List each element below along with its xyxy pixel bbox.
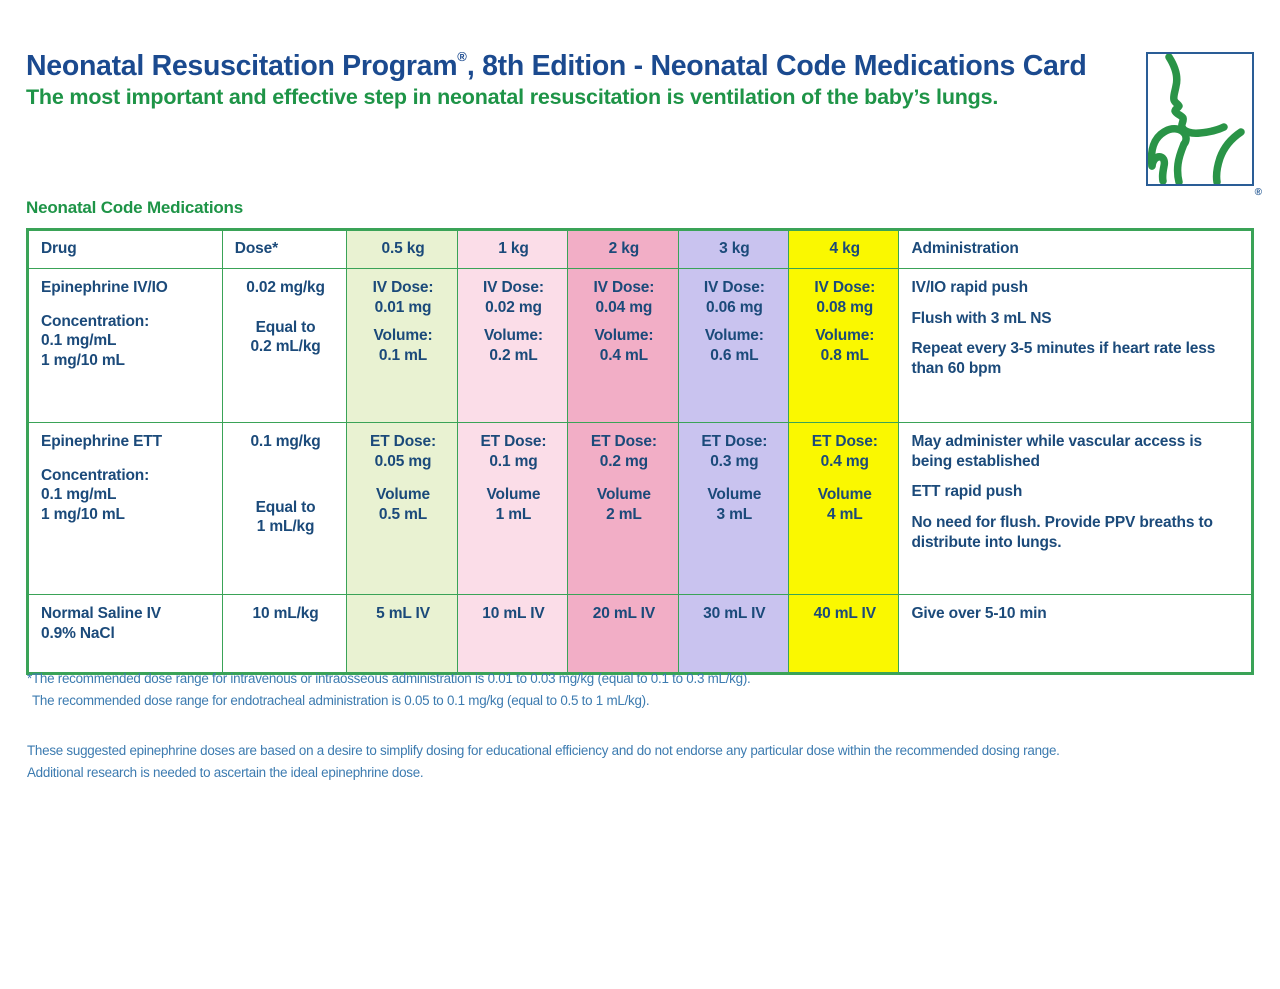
nrp-logo bbox=[1146, 52, 1262, 198]
cell-administration bbox=[899, 422, 1252, 594]
footnote-line-3: These suggested epinephrine doses are based on a desire to simplify dosing for educational efficiency and do not endorse any particular dose within the recommended dosing range. bbox=[27, 743, 1060, 758]
col-header-2kg: 2 kg bbox=[568, 231, 678, 269]
col-header-drug: Drug bbox=[29, 231, 223, 269]
dose-label: IV Dose: bbox=[593, 278, 655, 296]
dose-label: ET Dose: bbox=[590, 432, 657, 450]
cell-weight-0-5kg: 5 mL IV bbox=[347, 594, 457, 672]
page-subtitle: The most important and effective step in neonatal resuscitation is ventilation of the baby’s lungs. bbox=[26, 84, 999, 109]
drug-concentration-2: 1 mg/10 mL bbox=[41, 352, 125, 370]
cell-administration bbox=[899, 594, 1252, 672]
dose-label: IV Dose: bbox=[814, 278, 876, 296]
dose-amount: 0.06 mg bbox=[705, 298, 763, 316]
dose-label: ET Dose: bbox=[370, 432, 436, 450]
volume-amount: 0.2 mL bbox=[489, 347, 538, 365]
dose-value: 0.1 mg/kg bbox=[250, 432, 321, 450]
cell-drug-name bbox=[29, 594, 223, 672]
cell-weight-0-5kg bbox=[347, 422, 457, 594]
volume-amount: 0.6 mL bbox=[710, 347, 759, 365]
cell-drug-name bbox=[29, 268, 223, 422]
page-title-main: Neonatal Resuscitation Program bbox=[26, 50, 458, 82]
volume-amount: 1 mL bbox=[495, 506, 532, 524]
page-title-rest: , 8th Edition - Neonatal Code Medications Card bbox=[466, 50, 1087, 82]
cell-dose bbox=[222, 268, 347, 422]
cell-weight-4kg bbox=[789, 422, 899, 594]
dose-equal-value: 0.2 mL/kg bbox=[250, 338, 321, 356]
logo-registered-trademark-icon: ® bbox=[1254, 187, 1262, 198]
dose-equal-value: 1 mL/kg bbox=[256, 518, 315, 536]
administration-instruction: Give over 5-10 min bbox=[911, 604, 1047, 622]
volume-amount: 0.8 mL bbox=[820, 347, 869, 365]
cell-weight-3kg bbox=[678, 422, 788, 594]
cell-dose bbox=[222, 594, 347, 672]
col-header-0-5kg: 0.5 kg bbox=[347, 231, 457, 269]
drug-concentration-2: 1 mg/10 mL bbox=[41, 506, 125, 524]
cell-weight-1kg bbox=[457, 422, 567, 594]
volume-label: Volume bbox=[817, 486, 872, 504]
cell-weight-1kg: 10 mL IV bbox=[457, 594, 567, 672]
medications-table bbox=[28, 230, 1252, 673]
dose-value: 10 mL/kg bbox=[252, 604, 319, 622]
dose-amount: 0.3 mg bbox=[710, 452, 759, 470]
footnote-line-1: *The recommended dose range for intravenous or intraosseous administration is 0.01 to 0.03 mg/kg (equal to 0.1 to 0.3 mL/kg). bbox=[27, 671, 751, 686]
administration-instruction: No need for flush. Provide PPV breaths to distribute into lungs. bbox=[911, 514, 1213, 552]
cell-dose bbox=[222, 422, 347, 594]
col-header-3kg: 3 kg bbox=[678, 231, 788, 269]
volume-label: Volume: bbox=[483, 327, 543, 345]
drug-title: Epinephrine IV/IO bbox=[41, 278, 168, 296]
table-row bbox=[29, 268, 1252, 422]
registered-trademark-icon: ® bbox=[457, 48, 467, 64]
dose-label: ET Dose: bbox=[480, 432, 547, 450]
col-header-4kg: 4 kg bbox=[789, 231, 899, 269]
nrp-logo-box bbox=[1146, 52, 1254, 186]
dose-amount: 0.01 mg bbox=[374, 298, 432, 316]
dose-equal-label: Equal to bbox=[255, 498, 316, 516]
drug-concentration-1: 0.1 mg/mL bbox=[41, 332, 117, 350]
dose-label: ET Dose: bbox=[701, 432, 768, 450]
table-header-row bbox=[29, 231, 1252, 269]
table-row bbox=[29, 594, 1252, 672]
volume-label: Volume: bbox=[704, 327, 764, 345]
dose-amount: 0.08 mg bbox=[816, 298, 874, 316]
col-header-administration: Administration bbox=[899, 231, 1252, 269]
drug-concentration-label: Concentration: bbox=[41, 466, 150, 484]
drug-title: Epinephrine ETT bbox=[41, 432, 162, 450]
volume-label: Volume bbox=[596, 486, 651, 504]
volume-label: Volume: bbox=[373, 327, 433, 345]
card-header bbox=[26, 48, 1136, 110]
drug-concentration-label: Concentration: bbox=[41, 312, 150, 330]
volume-label: Volume bbox=[376, 486, 430, 504]
drug-concentration-1: 0.9% NaCl bbox=[41, 624, 115, 642]
medications-table-container bbox=[26, 228, 1254, 675]
dose-amount: 0.1 mg bbox=[489, 452, 538, 470]
volume-label: Volume: bbox=[594, 327, 654, 345]
dose-value: 0.02 mg/kg bbox=[246, 278, 325, 296]
dose-amount: 0.2 mg bbox=[599, 452, 648, 470]
volume-amount: 4 mL bbox=[826, 506, 863, 524]
dose-amount: 0.04 mg bbox=[595, 298, 653, 316]
cell-weight-0-5kg bbox=[347, 268, 457, 422]
footnote-dose-range bbox=[27, 668, 1227, 711]
volume-amount: 0.5 mL bbox=[378, 506, 428, 524]
drug-title: Normal Saline IV bbox=[41, 604, 161, 622]
caregiver-and-baby-icon bbox=[1148, 54, 1252, 184]
cell-administration bbox=[899, 268, 1252, 422]
footnote-line-4: Additional research is needed to ascertain the ideal epinephrine dose. bbox=[27, 764, 424, 780]
cell-weight-3kg bbox=[678, 268, 788, 422]
cell-weight-2kg bbox=[568, 268, 678, 422]
dose-label: IV Dose: bbox=[483, 278, 544, 296]
dose-label: IV Dose: bbox=[703, 278, 765, 296]
volume-amount: 0.1 mL bbox=[378, 347, 428, 365]
dose-label: ET Dose: bbox=[811, 432, 878, 450]
dose-equal-label: Equal to bbox=[255, 318, 316, 336]
drug-concentration-1: 0.1 mg/mL bbox=[41, 486, 117, 504]
page-title bbox=[26, 48, 1136, 82]
dose-amount: 0.05 mg bbox=[374, 452, 432, 470]
volume-label: Volume: bbox=[815, 327, 875, 345]
cell-weight-3kg: 30 mL IV bbox=[678, 594, 788, 672]
volume-label: Volume bbox=[486, 486, 541, 504]
administration-instruction: IV/IO rapid push bbox=[911, 278, 1028, 296]
administration-instruction: ETT rapid push bbox=[911, 483, 1023, 501]
dose-amount: 0.4 mg bbox=[820, 452, 869, 470]
volume-label: Volume bbox=[707, 486, 762, 504]
table-row bbox=[29, 422, 1252, 594]
col-header-dose: Dose* bbox=[222, 231, 347, 269]
footnote-line-2: The recommended dose range for endotracheal administration is 0.05 to 0.1 mg/kg (equal to 0.5 to 1 mL/kg). bbox=[32, 692, 650, 708]
volume-amount: 3 mL bbox=[716, 506, 753, 524]
col-header-1kg: 1 kg bbox=[457, 231, 567, 269]
cell-weight-4kg: 40 mL IV bbox=[789, 594, 899, 672]
administration-instruction: Flush with 3 mL NS bbox=[911, 309, 1052, 327]
dose-label: IV Dose: bbox=[372, 278, 434, 296]
administration-instruction: May administer while vascular access is being established bbox=[911, 432, 1203, 470]
footnote-research-note bbox=[27, 740, 1242, 783]
cell-weight-4kg bbox=[789, 268, 899, 422]
volume-amount: 2 mL bbox=[606, 506, 642, 524]
cell-weight-2kg: 20 mL IV bbox=[568, 594, 678, 672]
cell-weight-2kg bbox=[568, 422, 678, 594]
section-title: Neonatal Code Medications bbox=[26, 198, 243, 217]
cell-drug-name bbox=[29, 422, 223, 594]
administration-instruction: Repeat every 3-5 minutes if heart rate less than 60 bpm bbox=[911, 340, 1216, 378]
volume-amount: 0.4 mL bbox=[599, 347, 648, 365]
cell-weight-1kg bbox=[457, 268, 567, 422]
dose-amount: 0.02 mg bbox=[485, 298, 542, 316]
